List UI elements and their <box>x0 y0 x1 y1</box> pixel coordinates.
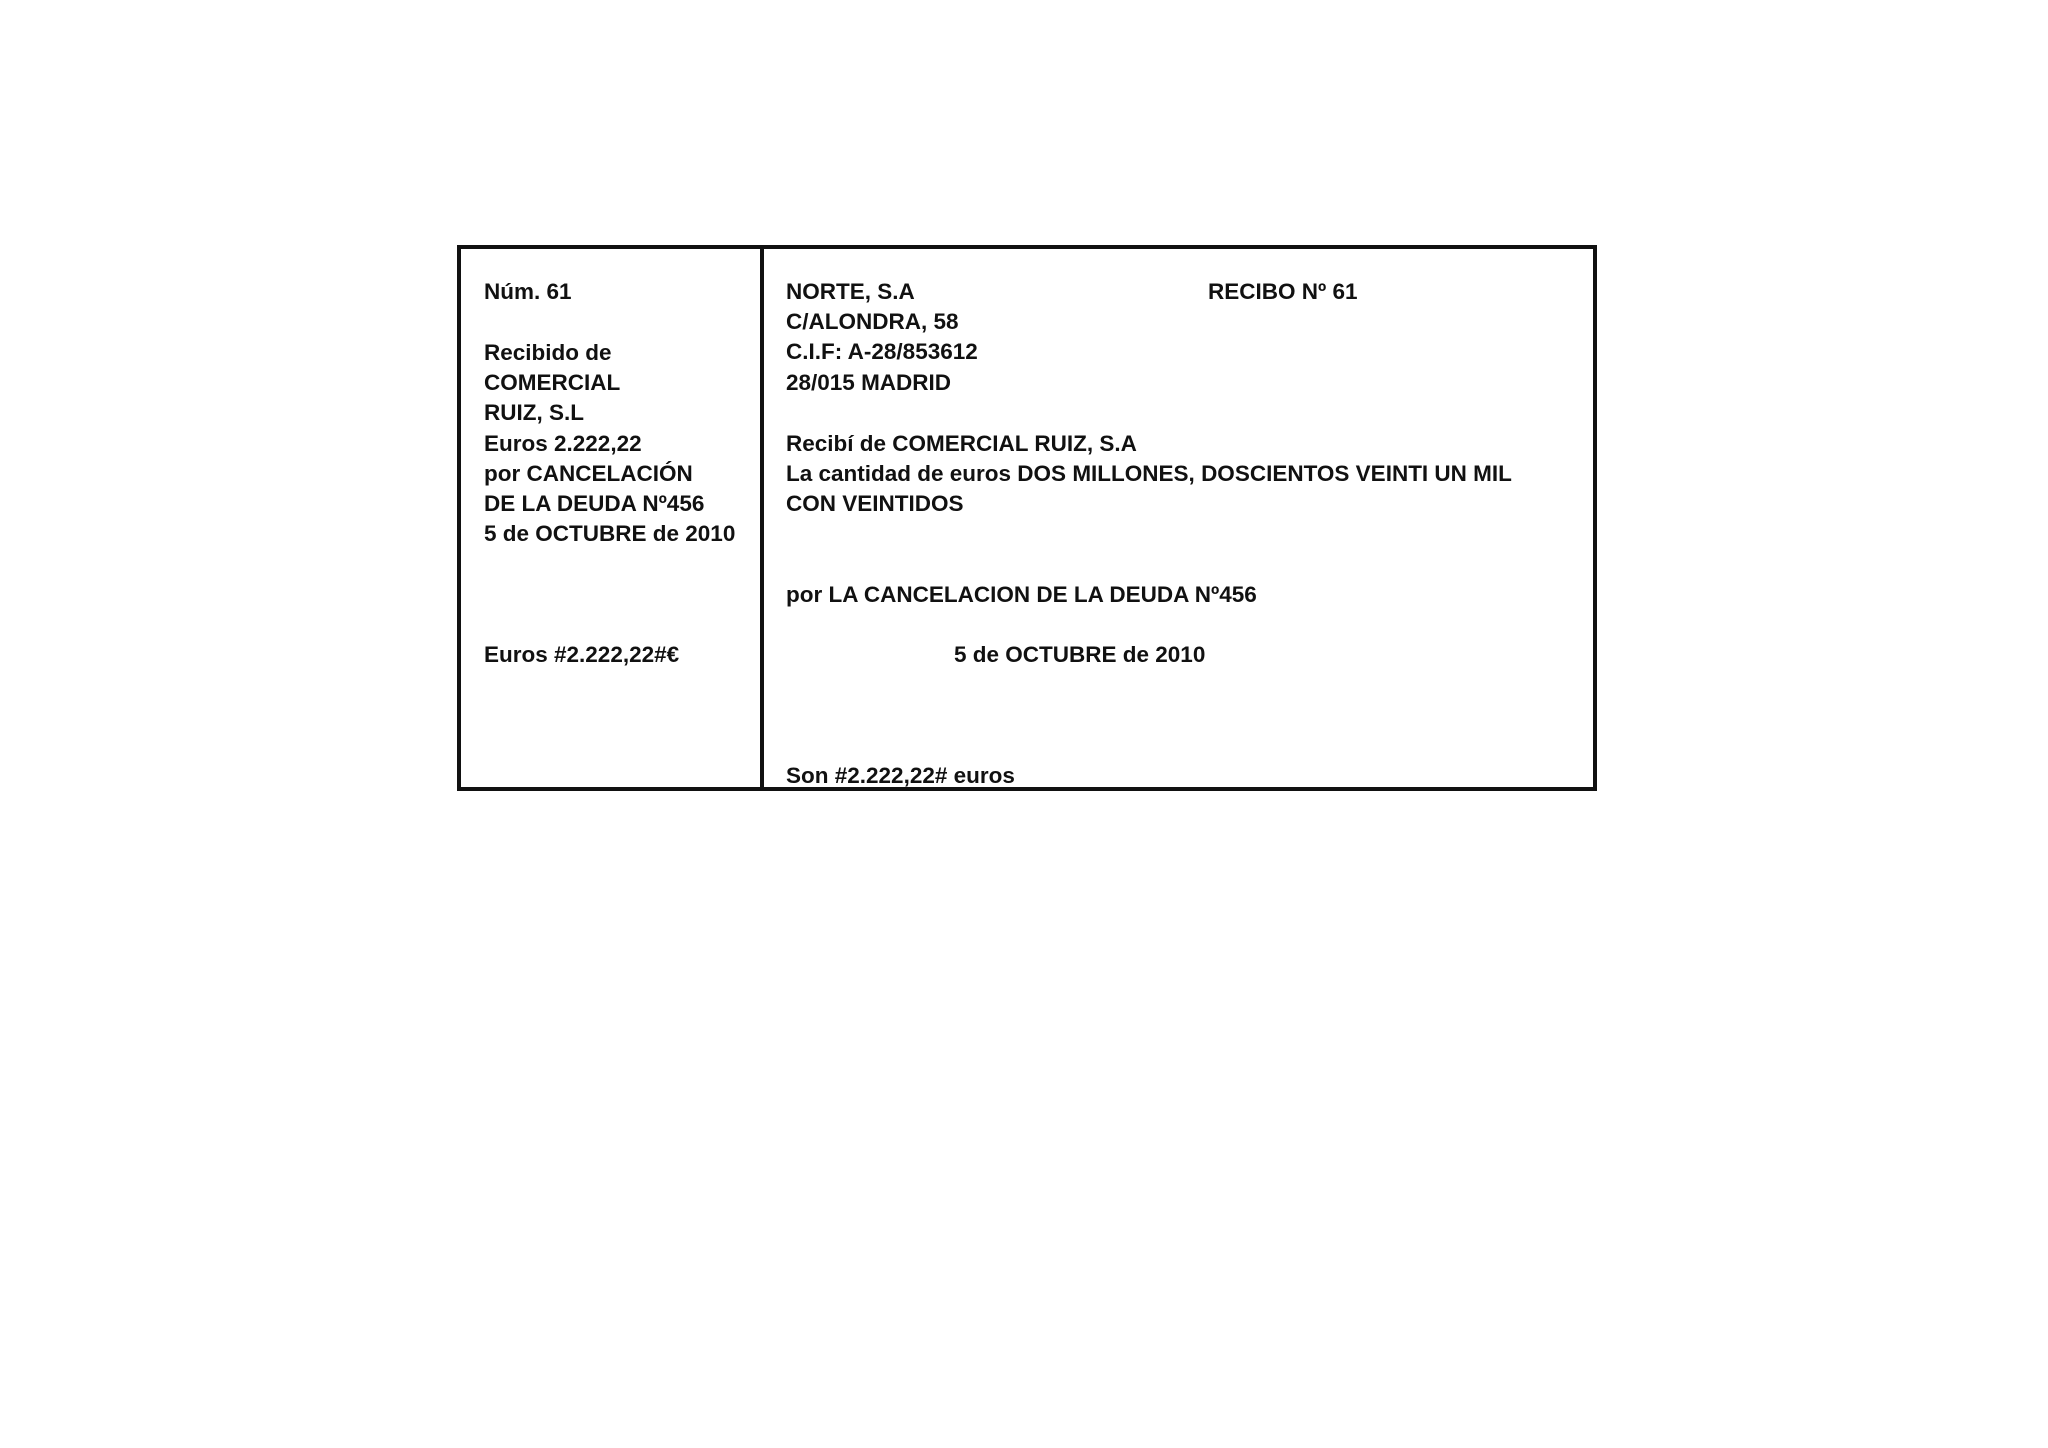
stub-received-line: Recibido de <box>484 340 612 365</box>
receipt-body-line: CON VEINTIDOS <box>786 491 964 517</box>
stub-amount: Euros #2.222,22#€ <box>484 642 680 667</box>
company-name: NORTE, S.A <box>786 279 915 304</box>
company-block <box>786 277 978 398</box>
stub-received-line: RUIZ, S.L <box>484 400 584 426</box>
receipt-body-line: Recibí de COMERCIAL RUIZ, S.A <box>786 431 1137 456</box>
receipt-body <box>786 429 1512 520</box>
stub-received-line: COMERCIAL <box>484 370 621 396</box>
receipt-concept: por LA CANCELACION DE LA DEUDA Nº456 <box>786 582 1257 607</box>
receipt-divider <box>760 245 764 791</box>
stub-received-line: Euros 2.222,22 <box>484 430 642 456</box>
company-address: C/ALONDRA, 58 <box>786 309 959 335</box>
stub-number: Núm. 61 <box>484 279 572 304</box>
stub-received-block <box>484 338 735 549</box>
stub-received-line: por CANCELACIÓN <box>484 460 693 486</box>
stub-received-line: 5 de OCTUBRE de 2010 <box>484 521 736 547</box>
company-cif: C.I.F: A-28/853612 <box>786 339 978 365</box>
company-city: 28/015 MADRID <box>786 369 952 395</box>
receipt-date: 5 de OCTUBRE de 2010 <box>954 642 1206 667</box>
receipt-body-line: La cantidad de euros DOS MILLONES, DOSCIENTOS VEINTI UN MIL <box>786 461 1512 487</box>
stub-received-line: DE LA DEUDA Nº456 <box>484 491 705 517</box>
receipt-title: RECIBO Nº 61 <box>1208 279 1358 304</box>
receipt-total: Son #2.222,22# euros <box>786 763 1015 788</box>
